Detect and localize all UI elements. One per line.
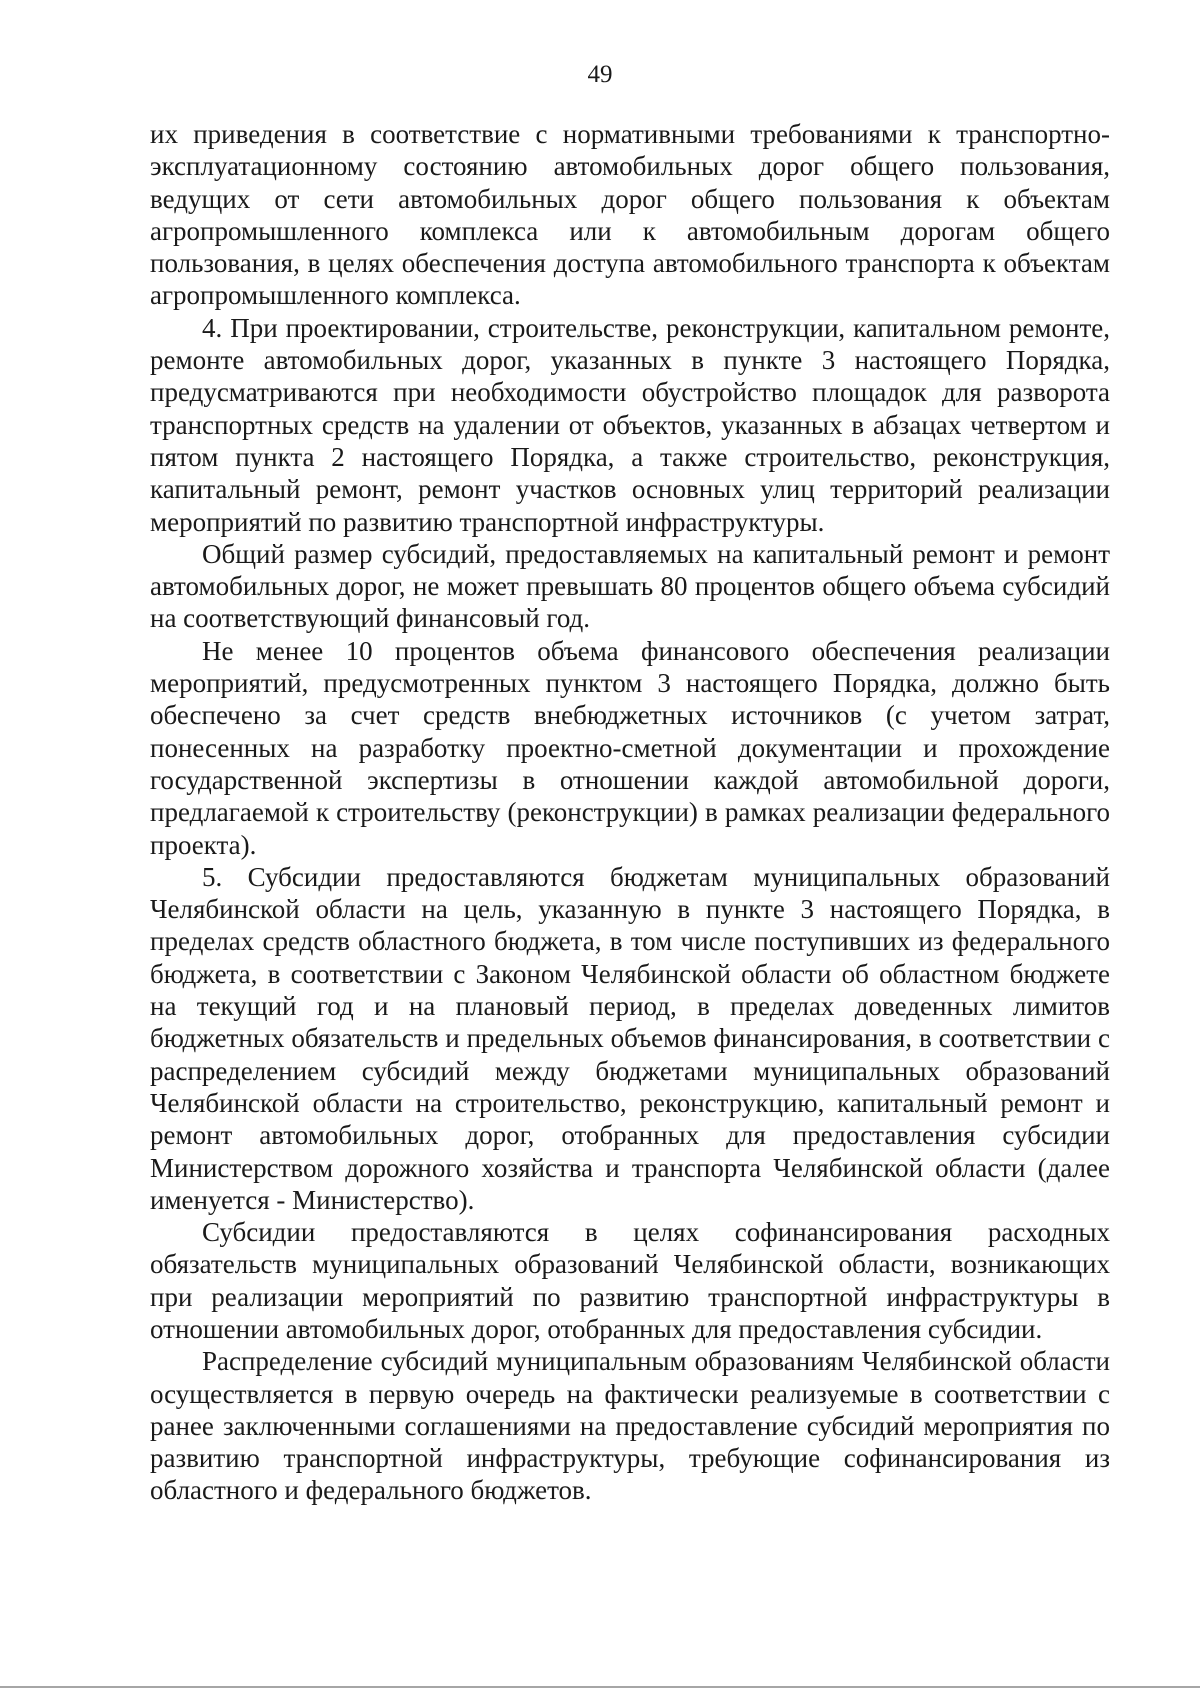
paragraph-subsidy-size: Общий размер субсидий, предоставляемых на капитальный ремонт и ремонт автомобильных дорог, не может превышать 80 процентов общего объема субсидий на соответствующий финансовый год. <box>150 538 1110 634</box>
paragraph-continuation: их приведения в соответствие с нормативными требованиями к транспортно-эксплуатационному состоянию автомобильных дорог общего пользования, ведущих от сети автомобильных дорог общего пользования к объектам агропромышленного комплекса или к автомобильным дорогам общего пользования, в целях обеспечения доступа автомобильного транспорта к объектам агропромышленного комплекса. <box>150 119 1110 311</box>
document-body <box>150 118 1110 1507</box>
page-number: 49 <box>587 61 613 88</box>
paragraph-cofinancing: Субсидии предоставляются в целях софинансирования расходных обязательств муниципальных образований Челябинской области, возникающих при реализации мероприятий по развитию транспортной инфраструктуры в отношении автомобильных дорог, отобранных для предоставления субсидии. <box>150 1217 1110 1344</box>
paragraph-extrabudgetary: Не менее 10 процентов объема финансового обеспечения реализации мероприятий, предусмотренных пунктом 3 настоящего Порядка, должно быть обеспечено за счет средств внебюджетных источников (с учетом затрат, понесенных на разработку проектно-сметной документации и прохождение государственной экспертизы в отношении каждой автомобильной дороги, предлагаемой к строительству (реконструкции) в рамках реализации федерального проекта). <box>150 635 1110 860</box>
paragraph-clause-5: 5. Субсидии предоставляются бюджетам муниципальных образований Челябинской области на цель, указанную в пункте 3 настоящего Порядка, в пределах средств областного бюджета, в том числе поступивших из федерального бюджета, в соответствии с Законом Челябинской области об областном бюджете на текущий год и на плановый период, в пределах доведенных лимитов бюджетных обязательств и предельных объемов финансирования, в соответствии с распределением субсидий между бюджетами муниципальных образований Челябинской области на строительство, реконструкцию, капитальный ремонт и ремонт автомобильных дорог, отобранных для предоставления субсидии Министерством дорожного хозяйства и транспорта Челябинской области (далее именуется - Министерство). <box>150 861 1110 1215</box>
paragraph-clause-4: 4. При проектировании, строительстве, реконструкции, капитальном ремонте, ремонте автомобильных дорог, указанных в пункте 3 настоящего Порядка, предусматриваются при необходимости обустройство площадок для разворота транспортных средств на удалении от объектов, указанных в абзацах четвертом и пятом пункта 2 настоящего Порядка, а также строительство, реконструкция, капитальный ремонт, ремонт участков основных улиц территорий реализации мероприятий по развитию транспортной инфраструктуры. <box>150 312 1110 537</box>
scan-edge-line <box>0 1686 1200 1688</box>
paragraph-distribution: Распределение субсидий муниципальным образованиям Челябинской области осуществляется в первую очередь на фактически реализуемые в соответствии с ранее заключенными соглашениями на предоставление субсидий мероприятия по развитию транспортной инфраструктуры, требующие софинансирования из областного и федерального бюджетов. <box>150 1346 1110 1506</box>
